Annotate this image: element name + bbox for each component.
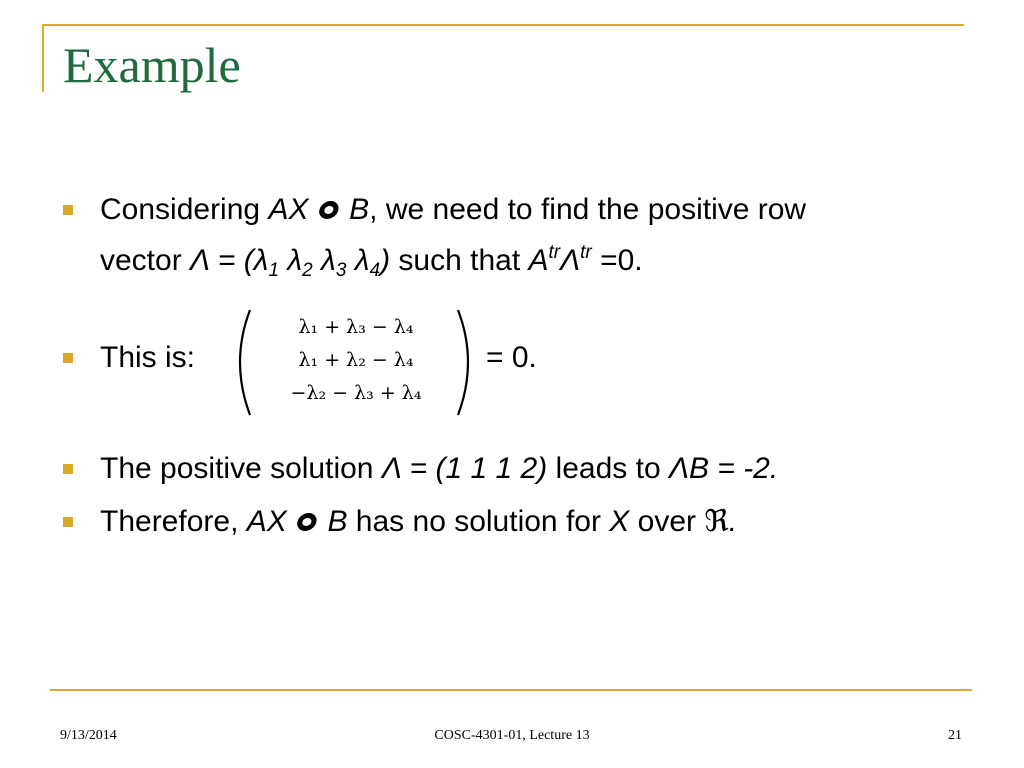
bullet-text: [100, 447, 778, 490]
text-lambda-cap: Λ: [560, 244, 581, 277]
circle-operator-icon: [317, 200, 341, 220]
text-no-solution: has no solution for: [347, 505, 610, 538]
text-lambda2: λ: [279, 244, 303, 277]
text-ax: AX: [268, 193, 309, 226]
matrix-rows: [266, 311, 446, 410]
text-a: A: [528, 244, 549, 277]
text-find-row: , we need to find the positive row: [369, 193, 807, 226]
text-lambda3: λ: [312, 244, 336, 277]
text-lambda-b: ΛB: [668, 452, 709, 485]
sub-3: 3: [335, 260, 347, 281]
text-lambda4: λ: [346, 244, 370, 277]
reals-symbol: ℜ: [704, 504, 729, 539]
sub-4: 4: [369, 260, 381, 281]
top-frame-line: [42, 24, 964, 26]
circle-operator-icon: [295, 512, 319, 532]
sub-2: 2: [302, 260, 313, 281]
bullet-label: This is:: [100, 341, 196, 374]
matrix-row-3: −λ₂ − λ₃ + λ₄: [290, 382, 422, 404]
text-result: = -2.: [709, 452, 779, 485]
bullet-square-icon: [63, 205, 73, 215]
text-therefore: Therefore,: [100, 505, 247, 538]
column-matrix: [230, 305, 480, 420]
bottom-frame-line: [50, 689, 972, 691]
sup-tr-1: tr: [548, 242, 561, 263]
text-leads-to: leads to: [547, 452, 669, 485]
text-lambda: Λ: [190, 244, 210, 277]
equals-zero: = 0.: [486, 341, 537, 374]
sup-tr-2: tr: [580, 242, 592, 263]
matrix-row-2: λ₁ + λ₂ − λ₄: [298, 349, 414, 371]
matrix-row-1: λ₁ + λ₃ − λ₄: [298, 316, 414, 338]
sub-1: 1: [268, 260, 280, 281]
text-b: B: [319, 505, 348, 538]
bullet-text: [100, 500, 737, 543]
text-x: X: [609, 505, 630, 538]
slide-title: Example: [63, 37, 241, 93]
text-over: over: [629, 505, 705, 538]
bullet-square-icon: [63, 517, 73, 527]
bullet-square-icon: [63, 464, 73, 474]
footer-date: 9/13/2014: [60, 728, 117, 743]
text-close-paren: ): [380, 244, 391, 277]
footer-page-number: 21: [948, 728, 962, 743]
text-eq-zero: =0.: [591, 244, 643, 277]
text-lambda: Λ: [381, 452, 402, 485]
text-b: B: [349, 193, 370, 226]
text-vector: vector: [100, 244, 191, 277]
text-eq-lambda1: = (λ: [209, 244, 269, 277]
text-considering: Considering: [100, 193, 269, 226]
text-solution-value: = (1 1 1 2): [401, 452, 548, 485]
text-such-that: such that: [390, 244, 529, 277]
text-period: .: [728, 505, 738, 538]
text-ax: AX: [246, 505, 287, 538]
bullet-square-icon: [63, 353, 73, 363]
text-positive-solution: The positive solution: [100, 452, 382, 485]
footer-course: COSC-4301-01, Lecture 13: [434, 728, 590, 743]
bullet-text: [100, 188, 806, 292]
left-frame-line: [42, 24, 44, 92]
